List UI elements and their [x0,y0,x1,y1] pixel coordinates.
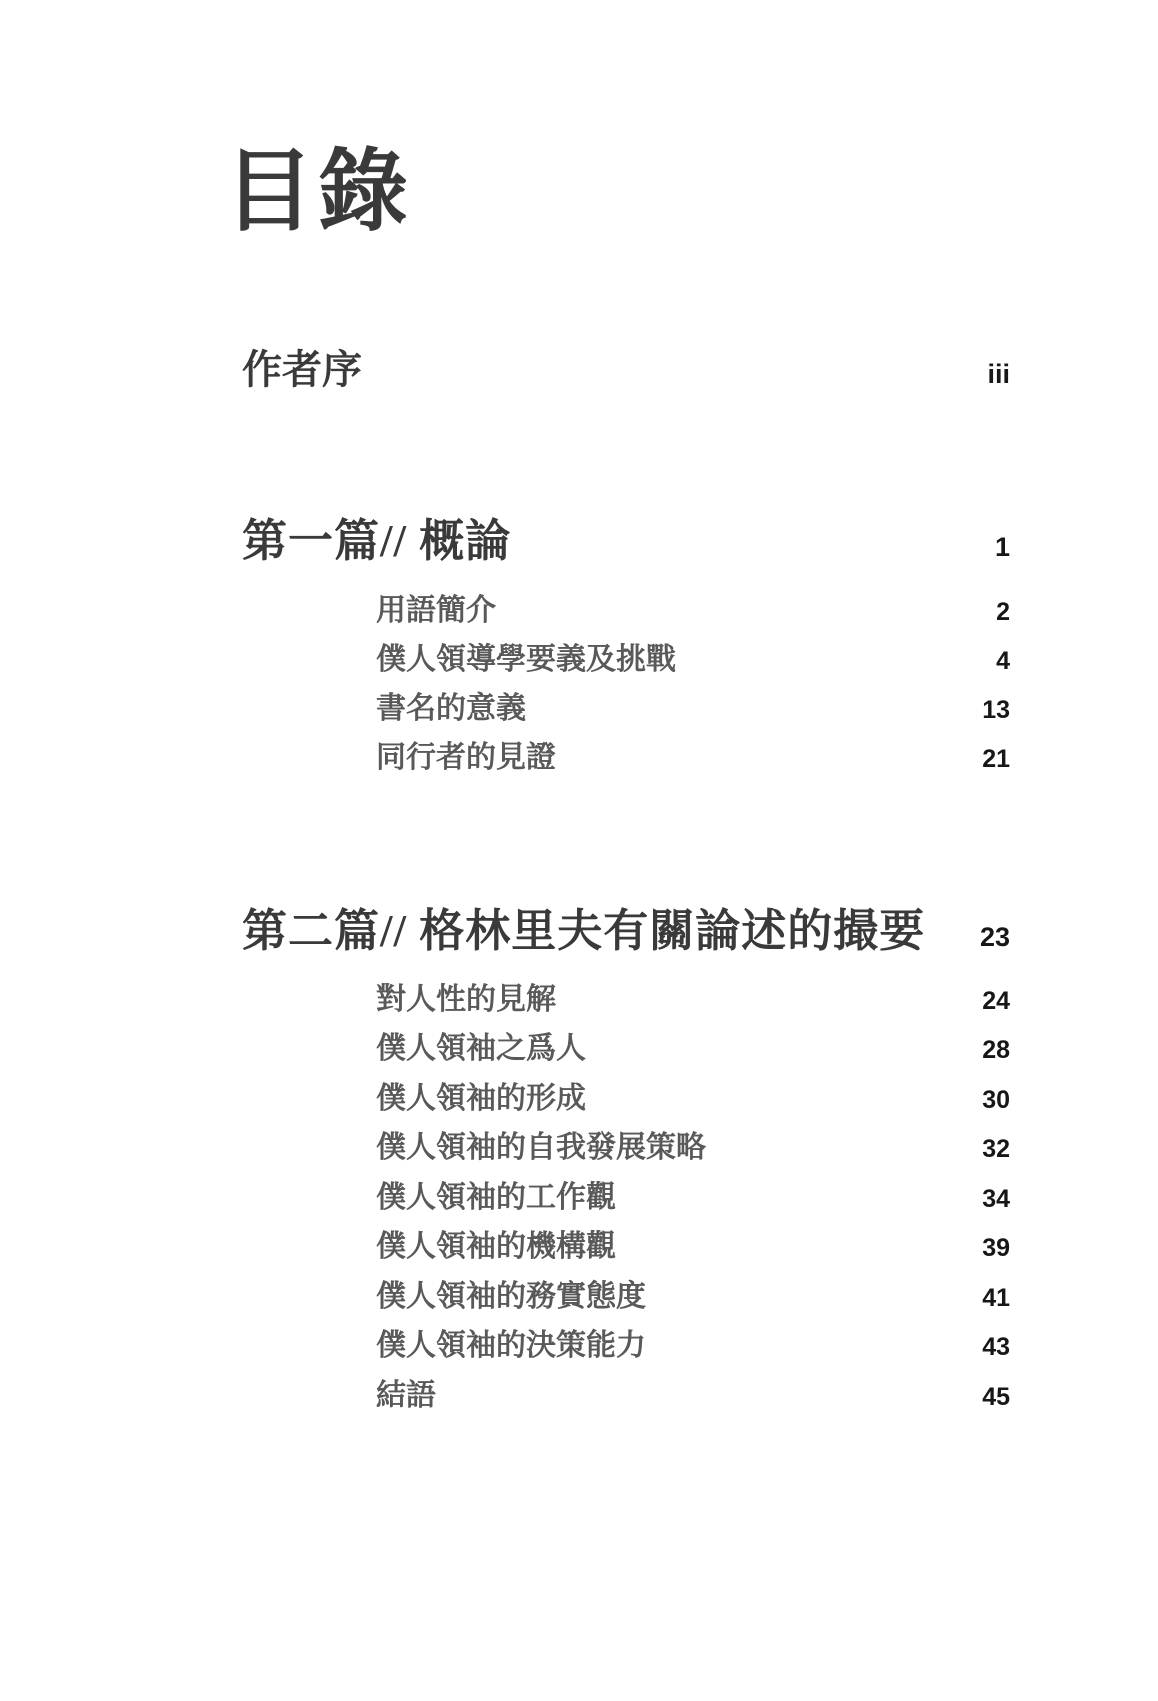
page-title: 目錄 [224,143,412,242]
toc-entry-label: 僕人領袖的務實態度 [376,1280,646,1313]
toc-entry [376,1230,1010,1263]
toc-entry [376,1032,1010,1065]
toc-entry [376,1280,1010,1313]
toc-entry-page-number: 21 [982,745,1010,773]
toc-entry-label: 僕人領袖之爲人 [376,1032,586,1065]
toc-entry-page-number: 43 [982,1333,1010,1361]
toc-entry-preface [242,348,1010,392]
toc-entry [376,1131,1010,1164]
toc-section-heading [242,907,1010,957]
toc-section-heading [242,517,1010,567]
toc-entry-page-number: 41 [982,1284,1010,1312]
toc-entry [376,692,1010,725]
toc-entry [376,1379,1010,1412]
toc-entry-label: 對人性的見解 [376,983,556,1016]
toc-entry-page-number: 2 [996,598,1010,626]
toc-entry-page-number: 45 [982,1383,1010,1411]
toc-entry-page-number: 39 [982,1234,1010,1262]
toc-section-title: 第二篇// 格林里夫有關論述的撮要 [242,906,926,956]
toc-entry-page-number: 24 [982,987,1010,1015]
toc-entry-page-number: 13 [982,696,1010,724]
toc-section-page-number: 1 [994,532,1010,562]
toc-entry [376,1329,1010,1362]
toc-entry-label: 結語 [376,1379,436,1412]
toc-entry-label: 僕人領袖的形成 [376,1082,586,1115]
toc-entry-label: 僕人領袖的工作觀 [376,1181,616,1214]
toc-entry-label: 僕人領袖的機構觀 [376,1230,616,1263]
toc-section-page-number: 23 [979,922,1010,952]
toc-entry-label: 僕人領導學要義及挑戰 [376,643,676,676]
toc-entry [376,643,1010,676]
toc-entry-page-number: iii [987,359,1010,389]
toc-entry [376,983,1010,1016]
toc-section-title: 第一篇// 概論 [242,516,512,566]
toc-entry [376,741,1010,774]
toc-entry-label: 書名的意義 [376,692,526,725]
toc-entry-label: 僕人領袖的自我發展策略 [376,1131,706,1164]
toc-entry [376,594,1010,627]
toc-entry-page-number: 34 [982,1185,1010,1213]
toc-entry-page-number: 32 [982,1135,1010,1163]
toc-entry-page-number: 30 [982,1086,1010,1114]
toc-entry [376,1082,1010,1115]
toc-entry-label: 作者序 [242,347,362,392]
toc-entry-page-number: 28 [982,1036,1010,1064]
toc-entry-label: 同行者的見證 [376,741,556,774]
toc-entry-label: 僕人領袖的決策能力 [376,1329,646,1362]
toc-entry-label: 用語簡介 [376,594,496,627]
toc-entry-page-number: 4 [996,647,1010,675]
toc-entry [376,1181,1010,1214]
